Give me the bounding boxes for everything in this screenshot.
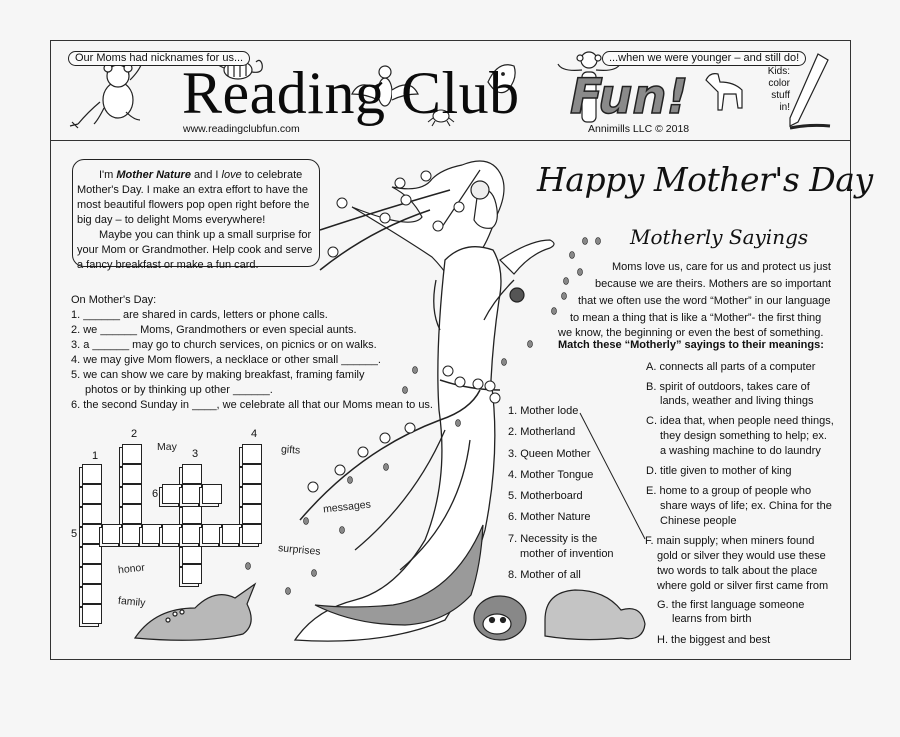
saying-item[interactable]: 3. Queen Mother: [508, 448, 591, 460]
meaning-e-continued: Chinese people: [660, 515, 737, 527]
kids-note-line: stuff: [771, 90, 790, 101]
saying-item[interactable]: 4. Mother Tongue: [508, 469, 594, 481]
fill-in-heading: On Mother's Day:: [71, 294, 157, 306]
paragraph-line: we know, the beginning or even the best of something.: [558, 327, 824, 339]
meaning-c-continued: they design something to help; ex.: [660, 430, 827, 442]
saying-item[interactable]: 5. Motherboard: [508, 490, 583, 502]
intro-paragraph-2: Maybe you can think up a small surprise for your Mom or Grandmother. Help cook and serve a fancy breakfast or make a fun card.: [77, 229, 313, 271]
word-bank-messages: messages: [322, 498, 372, 516]
page-title: Reading Club: [182, 60, 520, 126]
word-bank-may: May: [157, 441, 177, 453]
arm-icon: [500, 240, 554, 302]
fill-in-item: 1. ______ are shared in cards, letters or phone calls.: [71, 309, 328, 321]
crossword-number: 3: [192, 448, 199, 460]
meaning-f-continued: two words to talk about the place: [657, 565, 818, 577]
meaning-g-continued: learns from birth: [672, 613, 752, 625]
crossword-number: 4: [251, 428, 258, 440]
meaning-f-continued: gold or silver they would use these: [657, 550, 826, 562]
motherly-sayings-subtitle: Motherly Sayings: [630, 225, 809, 249]
fill-in-item: 2. we ______ Moms, Grandmothers or even special aunts.: [71, 324, 357, 336]
speech-bubble-left: Our Moms had nicknames for us...: [68, 51, 250, 66]
saying-item-continued[interactable]: mother of invention: [520, 548, 614, 560]
kids-note-line: in!: [779, 102, 790, 113]
crossword-number: 6: [152, 488, 159, 500]
intro-paragraph-1: I'm Mother Nature and I love to celebrate Mother's Day. I make an extra effort to have the most beautiful flowers pop open right before the big day – to delight Moms everywhere!: [77, 169, 310, 226]
meaning-c-continued: a washing machine to do laundry: [660, 445, 821, 457]
fawn-icon: [135, 584, 255, 640]
meaning-f[interactable]: F. main supply; when miners found: [645, 535, 815, 547]
meaning-e-continued: share ways of life; ex. China for the: [660, 500, 832, 512]
meaning-b[interactable]: B. spirit of outdoors, takes care of: [646, 381, 810, 393]
puppy-icon: [545, 590, 645, 640]
word-bank-honor: honor: [117, 561, 146, 577]
copyright-notice: Annimills LLC © 2018: [588, 123, 690, 135]
saying-item[interactable]: 6. Mother Nature: [508, 511, 591, 523]
crossword-number: 2: [131, 428, 138, 440]
word-bank-family: family: [117, 594, 146, 610]
paragraph-line: because we are theirs. Mothers are so important: [595, 278, 832, 290]
meaning-e[interactable]: E. home to a group of people who: [646, 485, 812, 497]
kids-note-line: Kids:: [767, 66, 790, 77]
word-bank-gifts: gifts: [280, 443, 301, 457]
meaning-g[interactable]: G. the first language someone: [657, 599, 805, 611]
speech-bubble-right: ...when we were younger – and still do!: [602, 51, 806, 66]
fill-in-item: 6. the second Sunday in ____, we celebrate all that our Moms mean to us.: [71, 399, 433, 411]
fill-in-item: 5. we can show we care by making breakfast, framing family: [71, 369, 365, 381]
website-url[interactable]: www.readingclubfun.com: [183, 123, 300, 135]
meaning-b-continued: lands, weather and living things: [660, 395, 814, 407]
saying-item[interactable]: 2. Motherland: [508, 426, 576, 438]
title-accent: Fun!: [570, 69, 689, 125]
crossword-number: 5: [71, 528, 78, 540]
meaning-d[interactable]: D. title given to mother of king: [646, 465, 792, 477]
meaning-c[interactable]: C. idea that, when people need things,: [646, 415, 834, 427]
paragraph-line: that we often use the word “Mother” in our language: [578, 295, 831, 307]
match-instructions: Match these “Motherly” sayings to their meanings:: [558, 339, 824, 351]
meaning-f-continued: where gold or silver first came from: [657, 580, 829, 592]
hedgehog-icon: [474, 596, 526, 640]
fill-in-item: 3. a ______ may go to church services, on picnics or on walks.: [71, 339, 377, 351]
gown-icon: [295, 247, 514, 641]
saying-item[interactable]: 7. Necessity is the: [508, 533, 598, 545]
paragraph-line: to mean a thing that is like a “Mother”- the first thing: [570, 312, 822, 324]
happy-mothers-day-title: Happy Mother's Day: [537, 160, 873, 199]
fill-in-item-continued: photos or by thinking up other ______.: [85, 384, 273, 396]
meaning-a[interactable]: A. connects all parts of a computer: [646, 361, 816, 373]
saying-item[interactable]: 8. Mother of all: [508, 569, 581, 581]
word-bank-surprises: surprises: [277, 542, 322, 558]
meaning-h[interactable]: H. the biggest and best: [657, 634, 771, 646]
crossword-number: 1: [92, 450, 99, 462]
kids-note-line: color: [768, 78, 790, 89]
paragraph-line: Moms love us, care for us and protect us just: [612, 261, 831, 273]
saying-item[interactable]: 1. Mother lode: [508, 405, 579, 417]
fill-in-item: 4. we may give Mom flowers, a necklace or other small ______.: [71, 354, 381, 366]
